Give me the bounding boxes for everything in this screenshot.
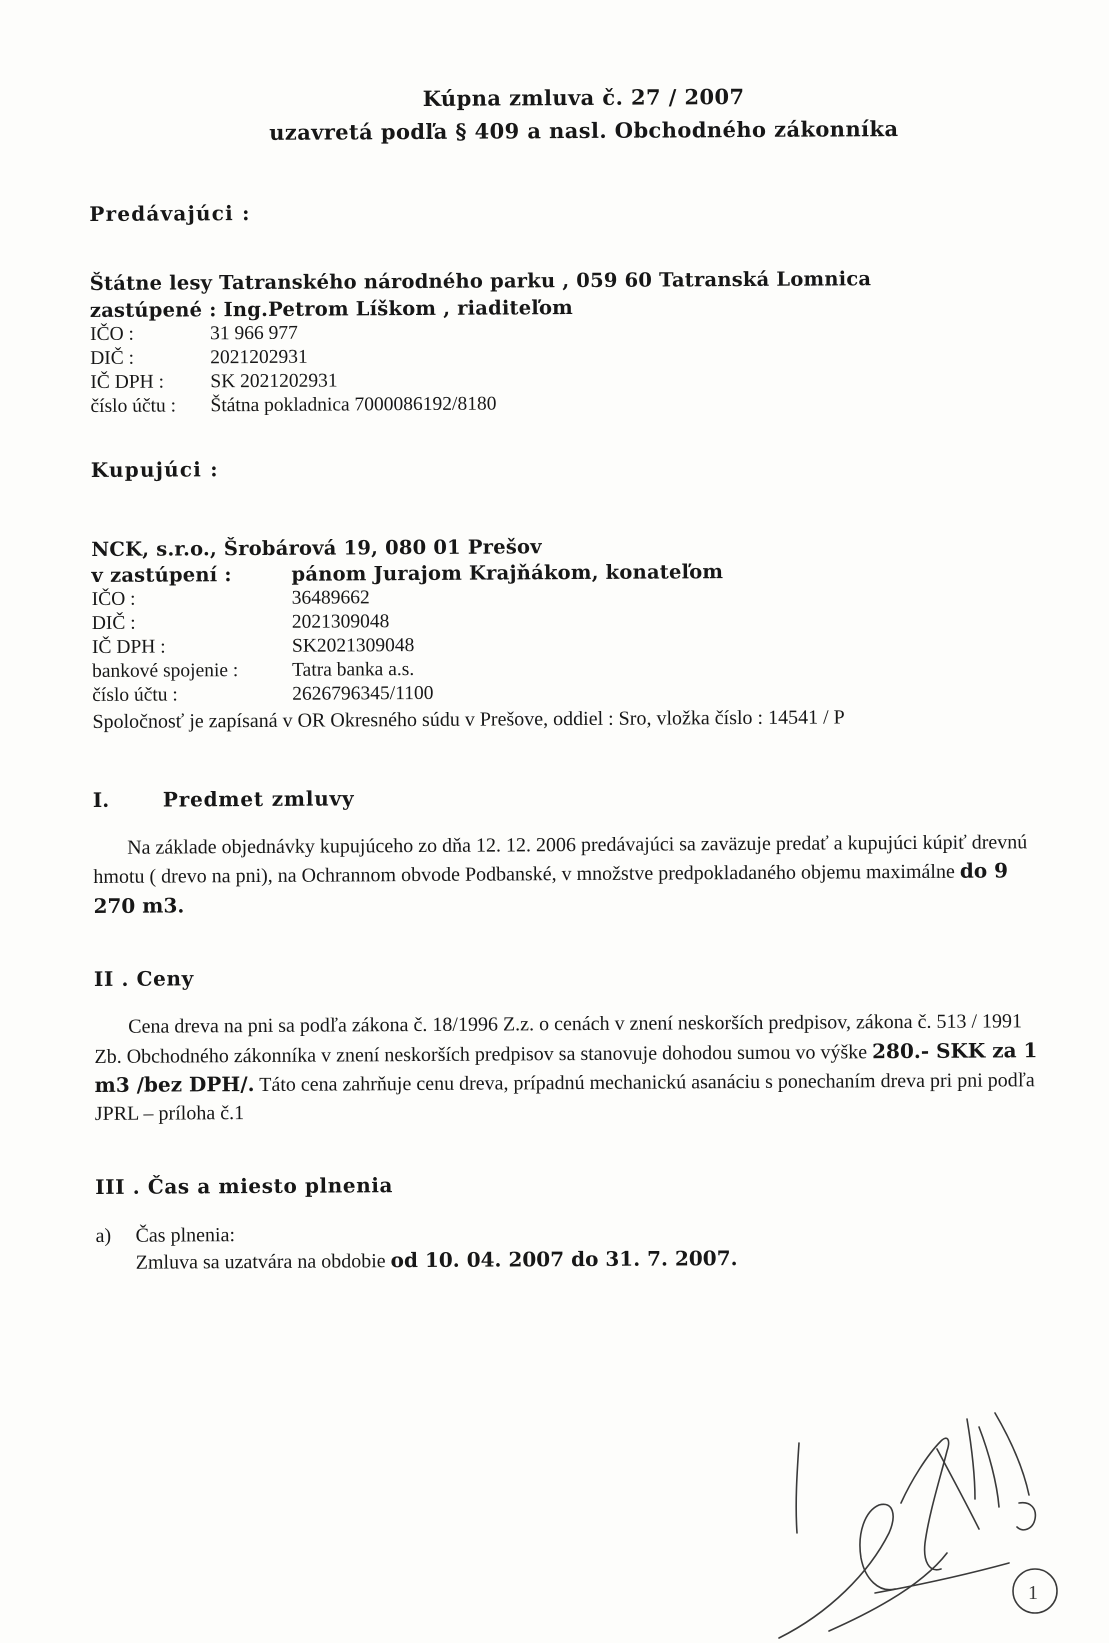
buyer-field-account-label: číslo účtu : (92, 684, 178, 706)
article-2-text-part1: Cena dreva na pni sa podľa zákona č. 18/1996 Z.z. o cenách v znení neskorších predpisov, zákona č. 513 / 1991 Zb. Obchodného zákonníka v znení neskorších predpisov sa stanovuje dohodou sumou vo výške (94, 1010, 1023, 1068)
seller-field-dic-label: DIČ : (90, 347, 135, 369)
buyer-field-dic (92, 607, 1042, 635)
buyer-field-icdph (92, 631, 1042, 659)
buyer-field-bank (92, 655, 1042, 683)
article-3-item-text (136, 1244, 1046, 1275)
buyer-field-bank-label: bankové spojenie : (92, 660, 239, 682)
buyer-field-ico (92, 583, 1042, 611)
buyer-heading: Kupujúci : (90, 457, 219, 482)
article-2-text-part2: Táto cena zahrňuje cenu dreva, prípadnú mechanickú asanáciu s ponechaním dreva pri pni podľa JPRL – príloha č.1 (94, 1069, 1035, 1126)
article-3-item-label: Čas plnenia: (135, 1223, 236, 1247)
buyer-section (91, 532, 1042, 734)
buyer-field-dic-value: 2021309048 (291, 611, 390, 633)
article-1-title: Predmet zmluvy (162, 786, 355, 812)
handwritten-signature (679, 1383, 1079, 1643)
article-3-text-bold: od 10. 04. 2007 do 31. 7. 2007. (390, 1245, 738, 1272)
buyer-field-ico-value: 36489662 (291, 587, 370, 609)
buyer-field-bank-value: Tatra banka a.s. (292, 659, 415, 681)
article-1-number: I. (92, 787, 110, 812)
buyer-representative-value: pánom Jurajom Krajňákom, konateľom (291, 560, 724, 586)
article-3-heading: III . Čas a miesto plnenia (95, 1172, 394, 1199)
document-body (88, 0, 1046, 1275)
article-3-item-a (95, 1219, 1045, 1248)
seller-field-account-value: Štátna pokladnica 7000086192/8180 (210, 393, 497, 417)
buyer-representative-label: v zastúpení : (91, 563, 232, 587)
seller-field-icdph-label: IČ DPH : (90, 371, 165, 393)
article-1-text-bold: do 9 270 m3. (93, 858, 1009, 918)
seller-representative: zastúpené : Ing.Petrom Líškom , riaditeľom (89, 296, 574, 322)
page-number: 1 (1028, 1582, 1038, 1604)
seller-field-ico-label: IČO : (89, 323, 134, 345)
title-line-2: uzavretá podľa § 409 a nasl. Obchodného zákonníka (269, 116, 899, 145)
article-1-paragraph (93, 828, 1044, 921)
article-1-heading (93, 782, 1043, 812)
article-2 (94, 961, 1045, 1128)
buyer-registration-note: Spoločnosť je zapísaná v OR Okresného súdu v Prešove, oddiel : Sro, vložka číslo : 14541 / P (92, 706, 845, 733)
buyer-field-account (92, 679, 1042, 707)
title-line-1: Kúpna zmluva č. 27 / 2007 (422, 83, 745, 111)
buyer-representative (91, 558, 1041, 587)
seller-section (89, 196, 1040, 418)
document-title (129, 82, 1039, 146)
buyer-field-icdph-label: IČ DPH : (91, 636, 166, 658)
seller-field-dic-value: 2021202931 (210, 346, 308, 369)
seller-field-dic (90, 342, 1040, 370)
seller-name: Štátne lesy Tatranského národného parku , 059 60 Tatranská Lomnica (89, 267, 872, 295)
article-1-text-part1: Na základe objednávky kupujúceho zo dňa 12. 12. 2006 predávajúci sa zaväzuje predať a kupujúci kúpiť drevnú hmotu ( drevo na pni), na Ochrannom obvode Podbanské, v množstve predpokladaného objemu maximálne (93, 831, 1028, 889)
seller-field-icdph (90, 366, 1040, 394)
seller-heading: Predávajúci : (89, 201, 251, 226)
buyer-field-ico-label: IČO : (91, 588, 136, 610)
seller-field-ico (90, 318, 1040, 346)
seller-field-icdph-value: SK 2021202931 (210, 370, 338, 393)
seller-field-ico-value: 31 966 977 (209, 322, 298, 345)
article-2-text-bold: 280.- SKK za 1 m3 /bez DPH/. (94, 1037, 1038, 1097)
buyer-field-dic-label: DIČ : (91, 612, 136, 634)
article-3-text-part1: Zmluva sa uzatvára na obdobie (135, 1249, 391, 1274)
buyer-name: NCK, s.r.o., Šrobárová 19, 080 01 Prešov (91, 535, 542, 561)
seller-field-account (90, 390, 1040, 418)
buyer-field-icdph-value: SK2021309048 (291, 635, 415, 657)
article-3 (95, 1169, 1046, 1275)
article-2-heading: II . Ceny (93, 966, 194, 992)
seller-field-account-label: číslo účtu : (90, 395, 177, 417)
buyer-field-account-value: 2626796345/1100 (292, 682, 434, 705)
article-3-item-marker: a) (95, 1224, 112, 1247)
article-2-paragraph (94, 1007, 1045, 1128)
article-1 (93, 782, 1044, 921)
